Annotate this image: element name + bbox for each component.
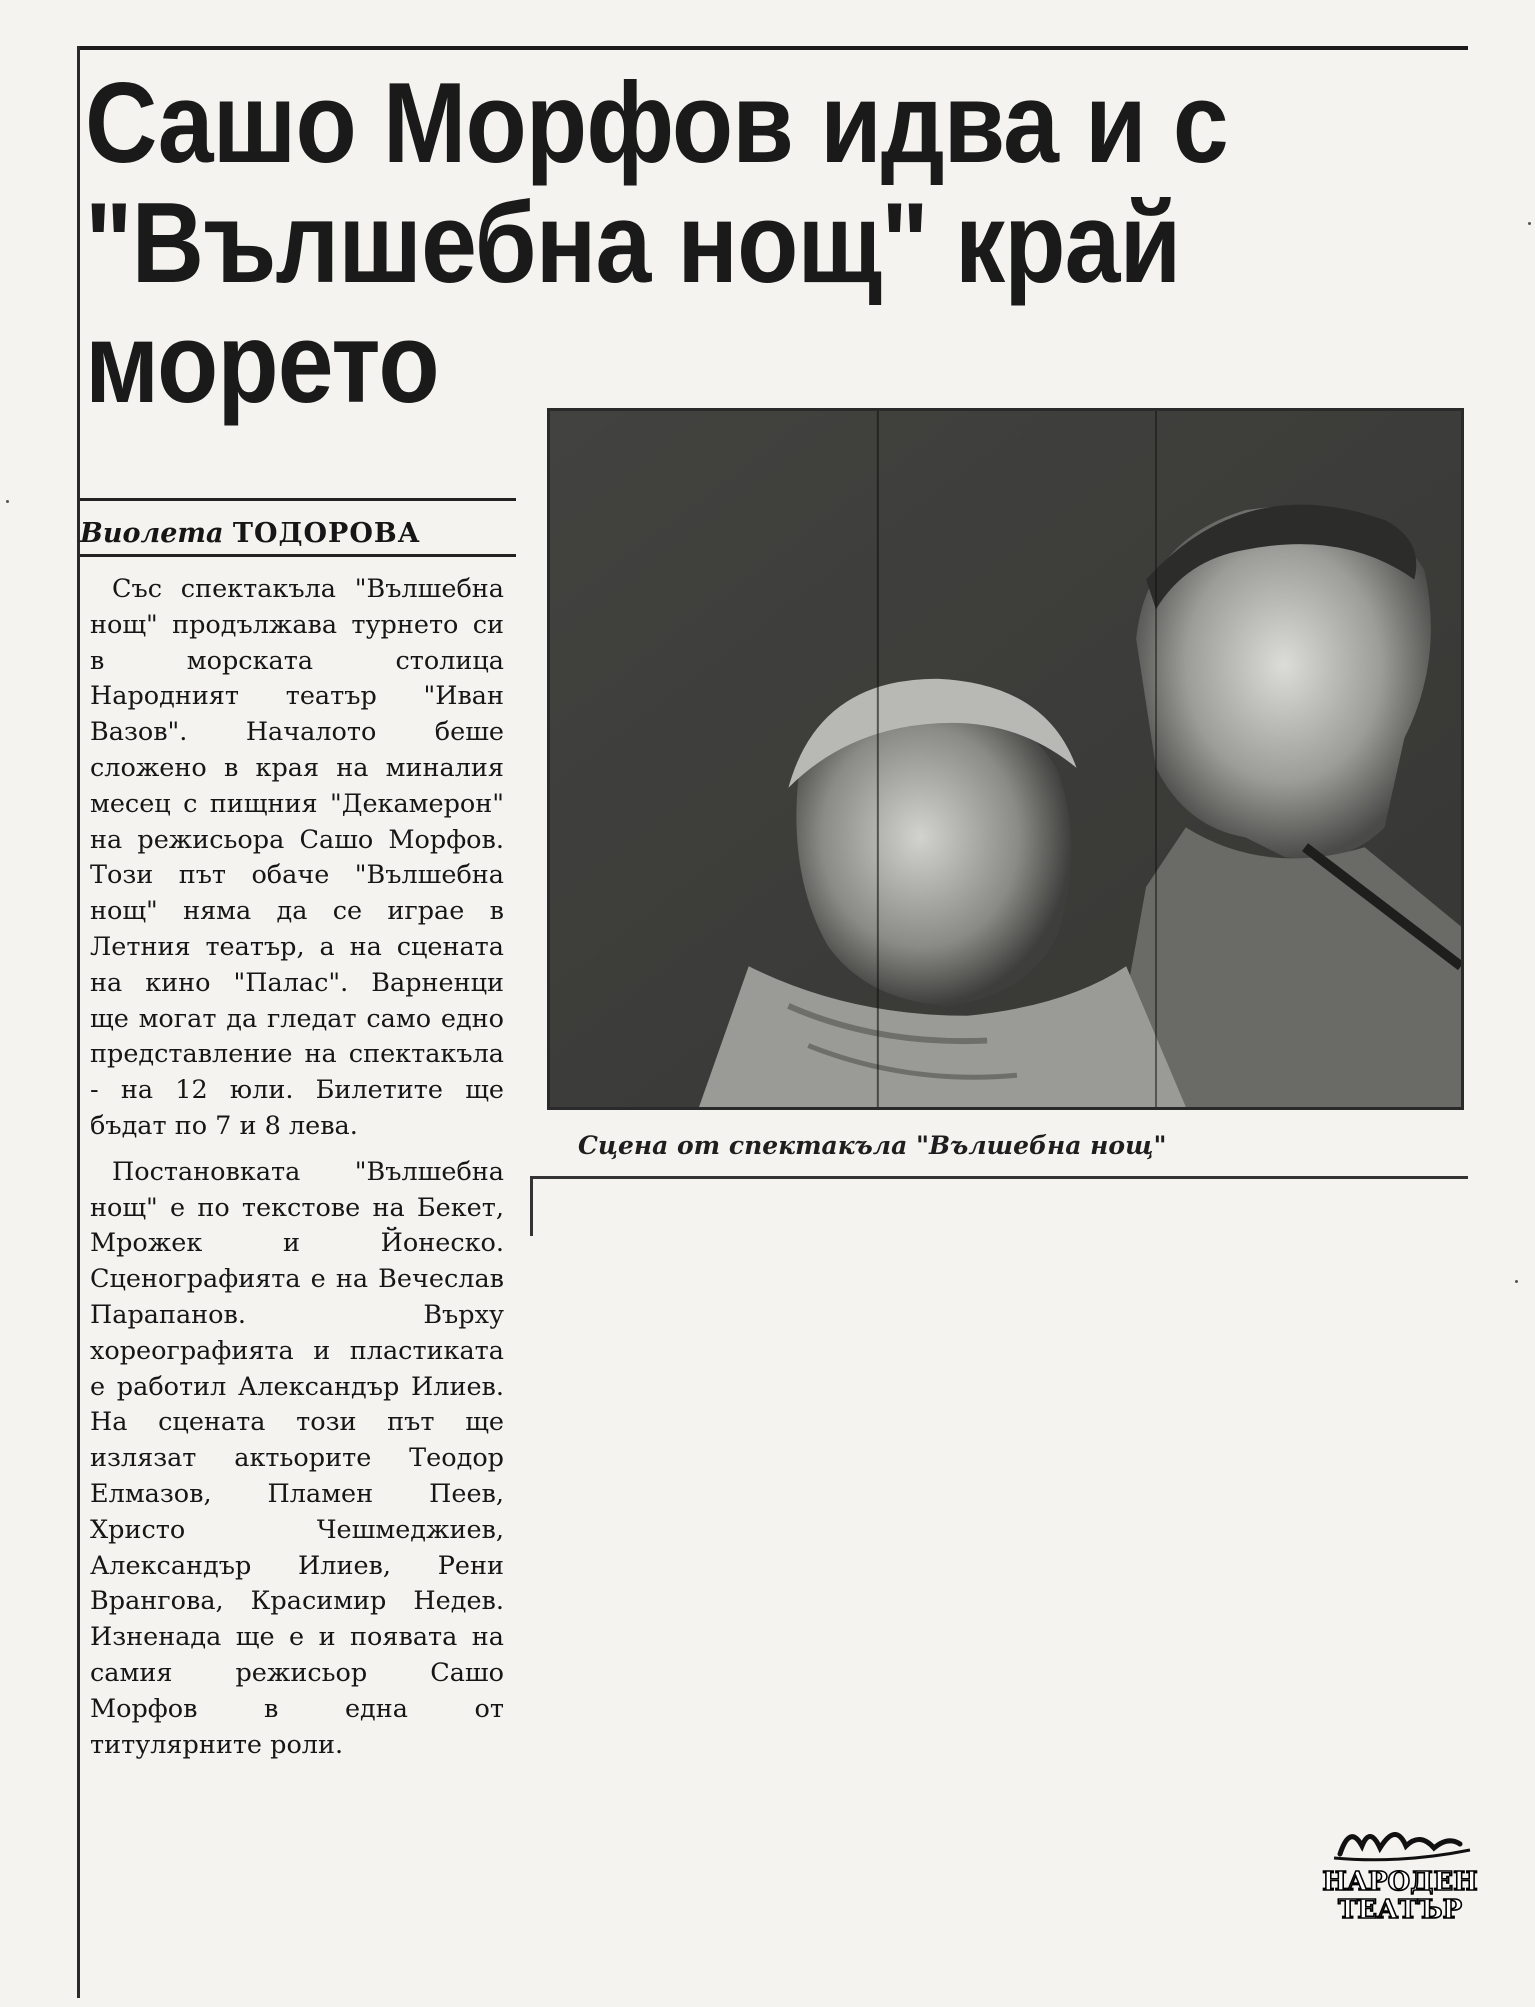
- paper-speck: [1528, 222, 1531, 225]
- photo-caption: Сцена от спектакъла "Вълшебна нощ": [578, 1131, 1167, 1160]
- article-body: [90, 572, 504, 1763]
- article-paragraph-2: Постановката "Вълшебна нощ" е по текстове на Бекет, Мрожек и Йонеско. Сценографията е на Вечеслав Парапанов. Върху хореографията и пластиката е работил Александър Илиев. На сцената този път ще излязат актьорите Теодор Елмазов, Пламен Пеев, Христо Чешмеджиев, Александър Илиев, Рени Врангова, Красимир Недев. Изненада ще е и появата на самия режисьор Сашо Морфов в една от титулярните роли.: [90, 1156, 504, 1760]
- national-theatre-logo: [1310, 1806, 1490, 1926]
- article-byline: [80, 518, 421, 549]
- byline-bottom-rule: [80, 554, 516, 557]
- byline-last-name: ТОДОРОВА: [232, 518, 421, 549]
- paper-speck: [6, 500, 9, 503]
- byline-top-rule: [80, 498, 516, 501]
- photo-scene-image: [550, 411, 1461, 1107]
- photo-bottom-corner-rule: [530, 1176, 533, 1236]
- photo-bottom-rule: [530, 1176, 1468, 1179]
- logo-line-2: ТЕАТЪР: [1337, 1895, 1463, 1925]
- article-photo: [547, 408, 1464, 1110]
- article-headline: Сашо Морфов идва и с "Вълшебна нощ" край морето: [85, 60, 1228, 427]
- left-border-rule: [77, 46, 80, 1998]
- top-border-rule: [80, 46, 1468, 50]
- article-paragraph-1: Със спектакъла "Вълшебна нощ" продължава турнето си в морската столица Народният театър "Иван Вазов". Началото беше сложено в края на миналия месец с пищния "Декамерон" на режисьора Сашо Морфов. Този път обаче "Вълшебна нощ" няма да се играе в Летния театър, а на сцената на кино "Палас". Варненци ще могат да гледат само едно представление на спектакъла - на 12 юли. Билетите ще бъдат по 7 и 8 лева.: [90, 574, 504, 1141]
- byline-first-name: Виолета: [80, 518, 224, 549]
- paper-speck: [1515, 1280, 1518, 1283]
- logo-line-1: НАРОДЕН: [1322, 1867, 1478, 1897]
- theatre-logo-mark: [1310, 1806, 1490, 1926]
